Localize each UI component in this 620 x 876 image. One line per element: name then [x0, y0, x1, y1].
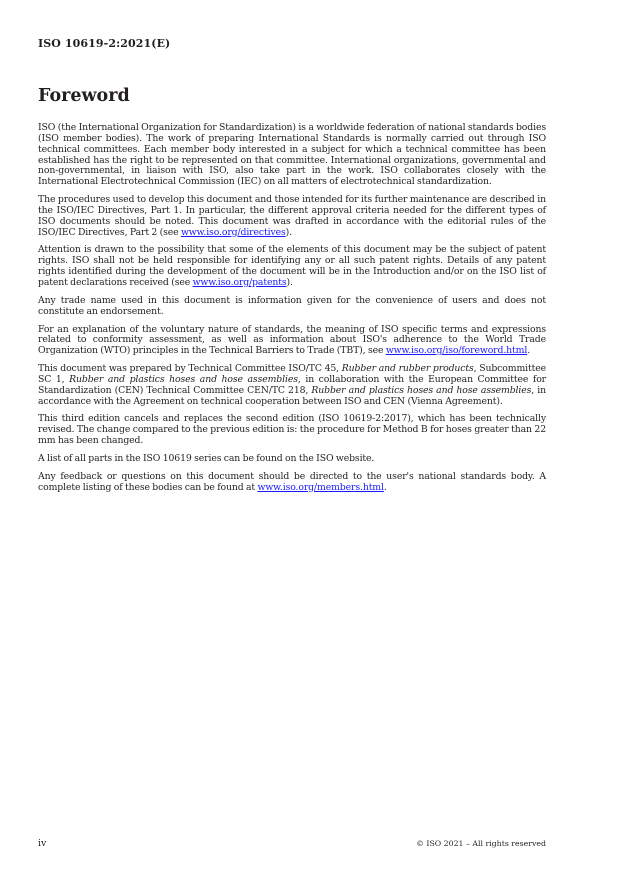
copyright-notice: © ISO 2021 – All rights reserved: [416, 839, 546, 848]
paragraph-voluntary-nature: [38, 325, 546, 358]
paragraph-text: , in accordance with the Agreement on technical cooperation between ISO and CEN (Vienna Agreement).: [38, 384, 546, 407]
paragraph-text: , Subcommittee SC 1,: [38, 363, 546, 385]
paragraph-series-list: A list of all parts in the ISO 10619 series can be found on the ISO website.: [38, 452, 375, 464]
paragraph-iso-overview: ISO (the International Organization for Standardization) is a worldwide federation of national standards bodies (ISO member bodies). The work of preparing International Standards is normally carried out through ISO technical committees. Each member body interested in a subject for which a technical committee has been established has the right to be represented on that committee. International organizations, governmental and non-governmental, in liaison with ISO, also take part in the work. ISO collaborates closely with the International Electrotechnical Commission (IEC) on all matters of electrotechnical standardization.: [38, 122, 546, 188]
paragraph-text: , in collaboration with the European Committee for Standardization (CEN) Technical Committee CEN/TC 218,: [38, 373, 547, 396]
patents-link[interactable]: www.iso.org/patents: [192, 276, 287, 288]
paragraph-procedures: [38, 195, 546, 238]
paragraph-text-end: ).: [286, 276, 293, 288]
paragraph-text-end: ).: [285, 226, 292, 238]
paragraph-trade-name: Any trade name used in this document is information given for the convenience of users and does not constitute an endorsement.: [38, 294, 546, 317]
document-identifier: ISO 10619-2:2021(E): [38, 37, 171, 50]
foreword-link[interactable]: www.iso.org/iso/foreword.html: [385, 345, 528, 357]
directives-link[interactable]: www.iso.org/directives: [180, 226, 286, 238]
paragraph-feedback: [38, 472, 546, 494]
page-title: Foreword: [38, 86, 130, 106]
committee-title: Rubber and rubber products: [341, 363, 474, 375]
cen-committee-title: Rubber and plastics hoses and hose assemblies: [311, 384, 532, 396]
paragraph-text-end: .: [383, 481, 387, 493]
paragraph-text: This document was prepared by Technical Committee ISO/TC 45,: [38, 363, 342, 375]
page-number: iv: [38, 838, 47, 849]
members-link[interactable]: www.iso.org/members.html: [257, 481, 384, 493]
paragraph-edition: This third edition cancels and replaces the second edition (ISO 10619-2:2017), which has been technically revised. The change compared to the previous edition is: the procedure for Method B for hoses greater than 22 mm has been changed.: [38, 413, 546, 447]
paragraph-committee: [38, 364, 546, 407]
paragraph-text: Attention is drawn to the possibility that some of the elements of this document may be the subject of patent rights. ISO shall not be held responsible for identifying any or all such patent rights. Details of any patent rights identified during the development of the document will be in the Introduction and/or on the ISO list of patent declarations received (see: [38, 244, 546, 288]
paragraph-text-end: .: [527, 345, 531, 357]
paragraph-text: The procedures used to develop this document and those intended for its further maintenance are described in the ISO/IEC Directives, Part 1. In particular, the different approval criteria needed for the different types of ISO documents should be noted. This document was drafted in accordance with the editorial rules of the ISO/IEC Directives, Part 2 (see: [38, 194, 546, 238]
paragraph-text: For an explanation of the voluntary nature of standards, the meaning of ISO specific terms and expressions related to conformity assessment, as well as information about ISO's adherence to the World Trade Organization (WTO) principles in the Technical Barriers to Trade (TBT), see: [38, 323, 546, 357]
paragraph-text: Any feedback or questions on this document should be directed to the user's national standards body. A complete listing of these bodies can be found at: [38, 470, 546, 493]
foreword-body: [38, 123, 546, 500]
paragraph-patents: [38, 245, 546, 288]
subcommittee-title: Rubber and plastics hoses and hose assemblies: [69, 373, 298, 385]
